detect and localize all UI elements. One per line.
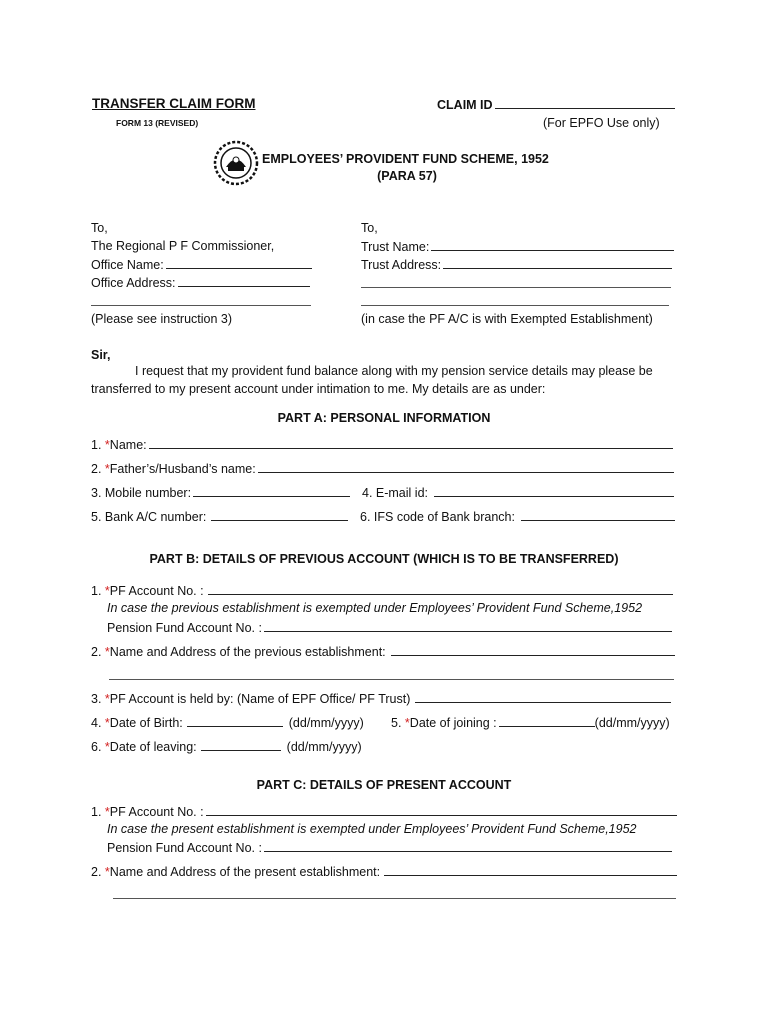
present-pension-label: Pension Fund Account No. :: [107, 841, 262, 855]
salutation: Sir,: [91, 348, 111, 362]
dol-number: 6.: [91, 740, 102, 754]
part-b-title: PART B: DETAILS OF PREVIOUS ACCOUNT (WHICH IS TO BE TRANSFERRED): [149, 552, 619, 566]
required-marker: *: [104, 584, 110, 598]
prev-establishment-number: 2.: [91, 645, 102, 659]
instruction-note: (Please see instruction 3): [91, 312, 233, 326]
scheme-title: EMPLOYEES’ PROVIDENT FUND SCHEME, 1952: [262, 152, 549, 166]
part-a-title: PART A: PERSONAL INFORMATION: [277, 411, 491, 425]
present-establishment-line-2[interactable]: [113, 898, 676, 899]
present-establishment-field: [91, 864, 677, 879]
dob-field: [91, 715, 364, 730]
trust-address-field: [361, 257, 672, 272]
prev-establishment-label: Name and Address of the previous establishment:: [109, 645, 386, 659]
bank-account-input[interactable]: [211, 509, 348, 521]
prev-pension-account-field: [107, 620, 672, 635]
present-pf-account-field: [91, 804, 677, 819]
prev-establishment-input[interactable]: [391, 644, 675, 656]
mobile-field: [91, 485, 350, 500]
trust-name-field: [361, 239, 674, 254]
claim-id-input[interactable]: [495, 97, 675, 109]
required-marker: *: [104, 462, 110, 476]
present-pf-input[interactable]: [206, 804, 677, 816]
father-husband-name-field: [91, 461, 674, 476]
trust-name-input[interactable]: [431, 239, 674, 251]
father-husband-label: Father’s/Husband’s name:: [109, 462, 256, 476]
dol-input[interactable]: [201, 739, 281, 751]
office-name-field: [91, 257, 312, 272]
prev-pf-account-field: [91, 583, 673, 598]
present-pension-input[interactable]: [264, 840, 672, 852]
prev-pension-input[interactable]: [264, 620, 672, 632]
trust-address-line-2[interactable]: [361, 287, 671, 288]
required-marker: *: [104, 645, 110, 659]
doj-number: 5.: [391, 716, 402, 730]
trust-name-label: Trust Name:: [361, 240, 430, 254]
office-address-input[interactable]: [178, 275, 310, 287]
request-line-1: I request that my provident fund balance along with my pension service details may please be: [135, 364, 653, 378]
present-establishment-label: Name and Address of the present establishment:: [109, 865, 381, 879]
father-husband-input[interactable]: [258, 461, 674, 473]
required-marker: *: [404, 716, 410, 730]
required-marker: *: [104, 805, 110, 819]
bank-account-label: 5. Bank A/C number:: [91, 510, 207, 524]
prev-establishment-line-2[interactable]: [109, 679, 674, 680]
present-establishment-input[interactable]: [384, 864, 677, 876]
office-name-input[interactable]: [166, 257, 312, 269]
trust-address-label: Trust Address:: [361, 258, 442, 272]
dob-label: Date of Birth:: [109, 716, 183, 730]
present-pf-label: PF Account No. :: [109, 805, 204, 819]
required-marker: *: [104, 865, 110, 879]
doj-input[interactable]: [499, 715, 595, 727]
ifsc-input[interactable]: [521, 509, 675, 521]
ifsc-label: 6. IFS code of Bank branch:: [360, 510, 515, 524]
required-marker: *: [104, 692, 110, 706]
dol-format: (dd/mm/yyyy): [286, 740, 362, 754]
name-field: [91, 437, 673, 452]
father-husband-number: 2.: [91, 462, 102, 476]
prev-pf-input[interactable]: [208, 583, 673, 595]
office-address-line-2[interactable]: [91, 305, 311, 306]
claim-id-label: CLAIM ID: [437, 98, 493, 112]
present-pension-account-field: [107, 840, 672, 855]
present-exempt-note: In case the present establishment is exempted under Employees’ Provident Fund Scheme,1952: [107, 822, 637, 836]
mobile-label: 3. Mobile number:: [91, 486, 192, 500]
form-number: FORM 13 (REVISED): [116, 118, 199, 128]
dob-number: 4.: [91, 716, 102, 730]
prev-pf-label: PF Account No. :: [109, 584, 204, 598]
dob-input[interactable]: [187, 715, 283, 727]
email-field: [362, 485, 674, 500]
request-line-2: transferred to my present account under intimation to me. My details are as under:: [91, 382, 546, 396]
bank-account-field: [91, 509, 348, 524]
pf-held-by-number: 3.: [91, 692, 102, 706]
mobile-input[interactable]: [193, 485, 350, 497]
exempted-note: (in case the PF A/C is with Exempted Establishment): [361, 312, 653, 326]
to-right: To,: [361, 221, 378, 235]
doj-field: [391, 715, 670, 730]
email-label: 4. E-mail id:: [362, 486, 428, 500]
prev-establishment-field: [91, 644, 675, 659]
dol-field: [91, 739, 362, 754]
pf-held-by-field: [91, 691, 671, 706]
doj-format: (dd/mm/yyyy): [594, 716, 670, 730]
prev-pension-label: Pension Fund Account No. :: [107, 621, 262, 635]
claim-id-field: [437, 97, 675, 112]
present-establishment-number: 2.: [91, 865, 102, 879]
required-marker: *: [104, 716, 110, 730]
dob-format: (dd/mm/yyyy): [288, 716, 364, 730]
to-left: To,: [91, 221, 108, 235]
required-marker: *: [104, 438, 110, 452]
office-address-field: [91, 275, 310, 290]
prev-exempt-note: In case the previous establishment is exempted under Employees’ Provident Fund Scheme,1952: [107, 601, 643, 615]
para-number: (PARA 57): [377, 169, 437, 183]
office-name-label: Office Name:: [91, 258, 164, 272]
pf-held-by-input[interactable]: [415, 691, 671, 703]
epfo-emblem-icon: [213, 140, 259, 186]
required-marker: *: [104, 740, 110, 754]
part-c-title: PART C: DETAILS OF PRESENT ACCOUNT: [256, 778, 512, 792]
regional-commissioner: The Regional P F Commissioner,: [91, 239, 275, 253]
trust-address-line-3[interactable]: [361, 305, 669, 306]
name-input[interactable]: [149, 437, 673, 449]
doj-label: Date of joining :: [409, 716, 497, 730]
office-address-label: Office Address:: [91, 276, 176, 290]
email-input[interactable]: [434, 485, 674, 497]
present-pf-number: 1.: [91, 805, 102, 819]
prev-pf-number: 1.: [91, 584, 102, 598]
pf-held-by-label: PF Account is held by: (Name of EPF Office/ PF Trust): [109, 692, 411, 706]
epfo-use-note: (For EPFO Use only): [543, 116, 660, 130]
dol-label: Date of leaving:: [109, 740, 197, 754]
ifsc-field: [360, 509, 675, 524]
name-number: 1.: [91, 438, 102, 452]
form-title: TRANSFER CLAIM FORM: [92, 96, 256, 111]
name-label: Name:: [109, 438, 147, 452]
trust-address-input[interactable]: [443, 257, 672, 269]
